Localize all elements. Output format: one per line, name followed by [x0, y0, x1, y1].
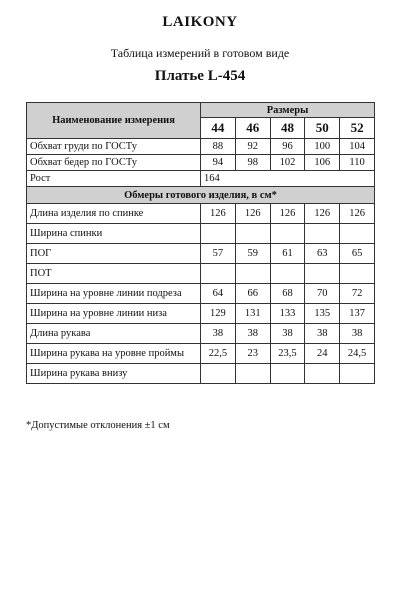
row-name: Ширина рукава внизу — [27, 364, 201, 384]
table-row — [27, 139, 375, 155]
value-cell: 106 — [305, 155, 340, 171]
value-cell: 38 — [340, 324, 375, 344]
row-name: Ширина рукава на уровне проймы — [27, 344, 201, 364]
row-name: Обхват груди по ГОСТу — [27, 139, 201, 155]
document-subtitle: Таблица измерений в готовом виде — [110, 46, 290, 60]
value-cell — [235, 264, 270, 284]
value-cell — [270, 224, 305, 244]
value-cell: 104 — [340, 139, 375, 155]
table-row — [27, 155, 375, 171]
value-cell — [340, 364, 375, 384]
value-cell: 57 — [201, 244, 236, 264]
row-name: Ширина на уровне линии подреза — [27, 284, 201, 304]
height-value: 164 — [201, 171, 375, 187]
value-cell — [270, 364, 305, 384]
value-cell: 64 — [201, 284, 236, 304]
value-cell: 92 — [235, 139, 270, 155]
size-header-cell: 46 — [235, 118, 270, 139]
value-cell — [201, 224, 236, 244]
row-name: Ширина спинки — [27, 224, 201, 244]
value-cell: 131 — [235, 304, 270, 324]
value-cell: 94 — [201, 155, 236, 171]
size-header-cell: 50 — [305, 118, 340, 139]
value-cell: 100 — [305, 139, 340, 155]
value-cell: 59 — [235, 244, 270, 264]
header-sizes: Размеры — [201, 103, 375, 118]
value-cell: 38 — [305, 324, 340, 344]
value-cell — [305, 264, 340, 284]
value-cell: 70 — [305, 284, 340, 304]
value-cell: 24 — [305, 344, 340, 364]
size-header-cell: 44 — [201, 118, 236, 139]
value-cell: 63 — [305, 244, 340, 264]
value-cell — [201, 264, 236, 284]
table-row — [27, 364, 375, 384]
value-cell: 88 — [201, 139, 236, 155]
table-row — [27, 264, 375, 284]
header-measurement-name: Наименование измерения — [27, 103, 201, 139]
table-row — [27, 284, 375, 304]
table-row — [27, 171, 375, 187]
row-name: ПОТ — [27, 264, 201, 284]
value-cell: 72 — [340, 284, 375, 304]
brand-title: LAIKONY — [162, 14, 238, 30]
value-cell: 133 — [270, 304, 305, 324]
value-cell — [270, 264, 305, 284]
table-row — [27, 204, 375, 224]
value-cell — [340, 224, 375, 244]
table-row — [27, 324, 375, 344]
value-cell: 126 — [305, 204, 340, 224]
value-cell: 135 — [305, 304, 340, 324]
value-cell — [305, 364, 340, 384]
value-cell — [235, 364, 270, 384]
row-name: Длина изделия по спинке — [27, 204, 201, 224]
value-cell: 61 — [270, 244, 305, 264]
value-cell: 126 — [270, 204, 305, 224]
value-cell: 126 — [235, 204, 270, 224]
value-cell — [340, 264, 375, 284]
value-cell: 68 — [270, 284, 305, 304]
row-name: Длина рукава — [27, 324, 201, 344]
size-header-cell: 48 — [270, 118, 305, 139]
value-cell: 96 — [270, 139, 305, 155]
value-cell: 66 — [235, 284, 270, 304]
value-cell: 102 — [270, 155, 305, 171]
table-row — [27, 304, 375, 324]
section-heading: Обмеры готового изделия, в см* — [27, 187, 375, 204]
value-cell: 23 — [235, 344, 270, 364]
value-cell: 24,5 — [340, 344, 375, 364]
value-cell: 38 — [201, 324, 236, 344]
value-cell — [201, 364, 236, 384]
value-cell: 126 — [201, 204, 236, 224]
row-name: ПОГ — [27, 244, 201, 264]
value-cell: 110 — [340, 155, 375, 171]
row-name: Рост — [27, 171, 201, 187]
value-cell — [305, 224, 340, 244]
value-cell — [235, 224, 270, 244]
row-name: Ширина на уровне линии низа — [27, 304, 201, 324]
value-cell: 137 — [340, 304, 375, 324]
value-cell: 23,5 — [270, 344, 305, 364]
value-cell: 126 — [340, 204, 375, 224]
table-row — [27, 244, 375, 264]
measurements-table — [26, 102, 375, 384]
value-cell: 38 — [235, 324, 270, 344]
size-header-cell: 52 — [340, 118, 375, 139]
value-cell: 129 — [201, 304, 236, 324]
value-cell: 38 — [270, 324, 305, 344]
value-cell: 65 — [340, 244, 375, 264]
value-cell: 98 — [235, 155, 270, 171]
tolerance-footnote: *Допустимые отклонения ±1 см — [26, 420, 170, 431]
model-title: Платье L-454 — [154, 68, 246, 84]
table-row — [27, 344, 375, 364]
table-row — [27, 224, 375, 244]
row-name: Обхват бедер по ГОСТу — [27, 155, 201, 171]
value-cell: 22,5 — [201, 344, 236, 364]
